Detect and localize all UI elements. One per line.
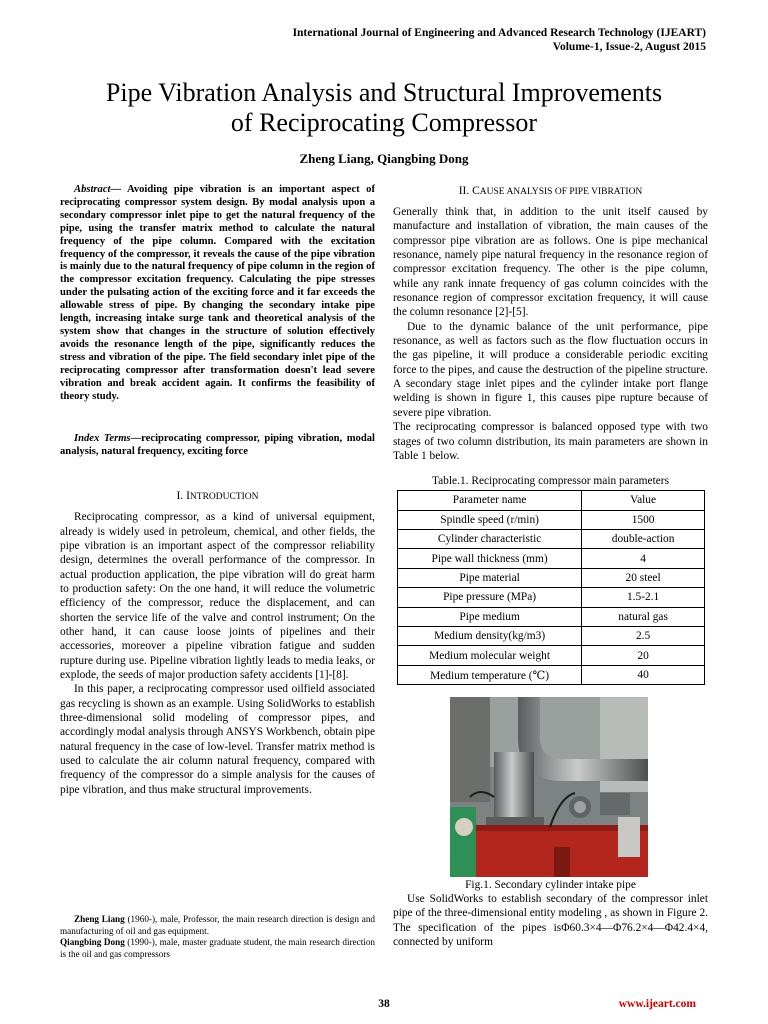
table-cell: Medium temperature (℃) (398, 665, 582, 684)
section-heading-cap: I (186, 490, 190, 503)
abstract-lead: Abstract (74, 184, 111, 195)
intro-paragraph-1: Reciprocating compressor, as a kind of universal equipment, already is widely used in petroleum, chemical, and other fields, the pipe vibration is an important aspect of the compressor reliability design, determines the overall performance of the compressor. In actual production application, the pipe vibration will do great harm to production safety: On the one hand, it will reduce the volumetric efficiency of the compressor, reduce the displacement, and can shorten the service life of the valve and control instrument; On the other hand, it can cause loose joints of pipelines and their accessories, moreover a pipeline vibration fatigue and sudden rupture during use. Pipeline vibration lightly leads to media leaks, or explode, the seeds of major production safety accidents [1]-[8]. (60, 511, 375, 681)
table-cell: 4 (582, 549, 705, 568)
title-line-1: Pipe Vibration Analysis and Structural Improvements (105, 78, 663, 107)
table-cell: 1.5-2.1 (582, 588, 705, 607)
index-terms-lead: Index Terms (74, 433, 131, 445)
table-row (398, 607, 705, 626)
right-column (393, 184, 708, 949)
abstract (60, 184, 375, 403)
footnote-2 (60, 937, 375, 960)
section-number: II. (458, 185, 470, 197)
author-footnotes (60, 914, 375, 960)
section-heading-cause-analysis (393, 184, 708, 199)
table-cell: 20 steel (582, 568, 705, 587)
journal-name: International Journal of Engineering and Advanced Research Technology (IJEART) (292, 27, 706, 39)
journal-website-link[interactable]: www.ijeart.com (618, 998, 696, 1010)
table-cell: Medium molecular weight (398, 646, 582, 665)
table-cell: Spindle speed (r/min) (398, 510, 582, 529)
footnote-2-text: (1990-), male, master graduate student, the main research direction is the oil and gas compressors (60, 937, 376, 959)
table-row (398, 665, 705, 684)
table-cell: double-action (582, 529, 705, 548)
index-terms (60, 433, 375, 459)
table-cell: Pipe wall thickness (mm) (398, 549, 582, 568)
journal-header (293, 26, 706, 54)
section-heading-rest: AUSE ANALYSIS OF PIPE VIBRATION (479, 187, 643, 197)
table-cell: 2.5 (582, 626, 705, 645)
footnote-1-text: (1960-), male, Professor, the main research direction is design and manufacturing of oil and gas equipment. (60, 914, 376, 936)
table-row (398, 510, 705, 529)
page-number: 38 (378, 998, 390, 1010)
table-row (398, 529, 705, 548)
table-row (398, 646, 705, 665)
table-cell: Pipe medium (398, 607, 582, 626)
section-heading-rest: NTRODUCTION (189, 492, 259, 503)
table-header-cell: Value (582, 491, 705, 510)
table-row (398, 568, 705, 587)
table-header-row (398, 491, 705, 510)
journal-issue: Volume-1, Issue-2, August 2015 (552, 41, 706, 53)
table-cell: Pipe material (398, 568, 582, 587)
footnote-1-name: Zheng Liang (74, 914, 125, 924)
paper-title (0, 78, 768, 138)
table-row (398, 588, 705, 607)
table-cell: natural gas (582, 607, 705, 626)
section-heading-cap: C (472, 185, 480, 197)
intake-pipe-photo (450, 697, 648, 877)
footnote-1 (60, 914, 375, 937)
section2-paragraph-2: Due to the dynamic balance of the unit performance, pipe resonance, as well as factors such as the flow fluctuation occurs in the gas pipeline, it will produce a considerable periodic exciting force to the pipes, and cause the destruction of the pipeline structure. A secondary stage inlet pipes and the cylinder intake port flange welding is shown in figure 1, this causes pipe rupture because of severe pipe vibration. (393, 320, 708, 419)
table-cell: Medium density(kg/m3) (398, 626, 582, 645)
figure-caption: Fig.1. Secondary cylinder intake pipe (465, 879, 636, 892)
section2-paragraph-1: Generally think that, in addition to the unit itself caused by manufacture and installation of vibration, the main causes of the compressor pipe vibration are as follows. One is pipe mechanical resonance, namely pipe natural frequency in the resonance region of compressor excitation frequency. The other is the pipe column, while any rank innate frequency of gas column coincides with the resonance region of compressor excitation frequency, it will cause the column resonance [2]-[5]. (393, 206, 708, 319)
table-row (398, 626, 705, 645)
title-line-2: of Reciprocating Compressor (230, 108, 538, 137)
authors: Zheng Liang, Qiangbing Dong (299, 151, 469, 166)
after-figure-paragraph: Use SolidWorks to establish secondary of the compressor inlet pipe of the three-dimensional entity modeling , as shown in Figure 2. The specification of the pipes isΦ60.3×4—Φ76.2×4—Φ42.4×4, connected by uniform (393, 893, 708, 949)
table-header-cell: Parameter name (398, 491, 582, 510)
footnote-2-name: Qiangbing Dong (60, 937, 125, 948)
table-caption: Table.1. Reciprocating compressor main parameters (431, 475, 670, 488)
section-heading-introduction (60, 489, 375, 504)
left-column (60, 184, 375, 797)
table-row (398, 549, 705, 568)
abstract-text: — Avoiding pipe vibration is an important aspect of reciprocating compressor system design. By modal analysis upon a secondary compressor inlet pipe to get the natural frequency of the pipe, using the transfer matrix method to calculate the natural frequency of the pipe column. Compared with the excitation frequency of the compressor, it reveals the cause of the pipe vibration is mainly due to the natural frequency of pipe column in the region of the compressor excitation frequency. Calculating the pipe stresses under the pulsating action of the exciting force and it far exceeds the allowable stress of pipe. By changing the secondary intake pipe length, increasing intake surge tank and theoretical analysis of the system show that changes in the structure of solution effectively avoids the resonance length of the pipe, significantly reduces the stress and vibration of the pipe. The field secondary inlet pipe of the reciprocating compressor after transformation doesn't lead severe vibration and break accident again. It confirms the feasibility of theory study. (60, 184, 375, 402)
section-number: I. (176, 490, 184, 503)
index-terms-text: —reciprocating compressor, piping vibration, modal analysis, natural frequency, exciting force (60, 433, 375, 458)
parameters-table (397, 490, 705, 685)
photo-illustration (450, 697, 648, 877)
table-cell: 20 (582, 646, 705, 665)
intro-paragraph-2: In this paper, a reciprocating compressor used oilfield associated gas recycling is shown as an example. Using SolidWorks to establish three-dimensional solid modeling of compressor pipes, and accordingly modal analysis through ANSYS Workbench, obtain pipe natural frequency in the case of low-level. Transfer matrix method is used to calculate the air column natural frequency, compared with frequency of the compressor do a simple analysis for the causes of pipe vibration, and thus make structural improvements. (60, 683, 375, 796)
table-cell: 1500 (582, 510, 705, 529)
table-cell: 40 (582, 665, 705, 684)
table-cell: Cylinder characteristic (398, 529, 582, 548)
section2-paragraph-3: The reciprocating compressor is balanced opposed type with two stages of two column distribution, its main parameters are shown in Table 1 below. (393, 421, 708, 462)
table-cell: Pipe pressure (MPa) (398, 588, 582, 607)
